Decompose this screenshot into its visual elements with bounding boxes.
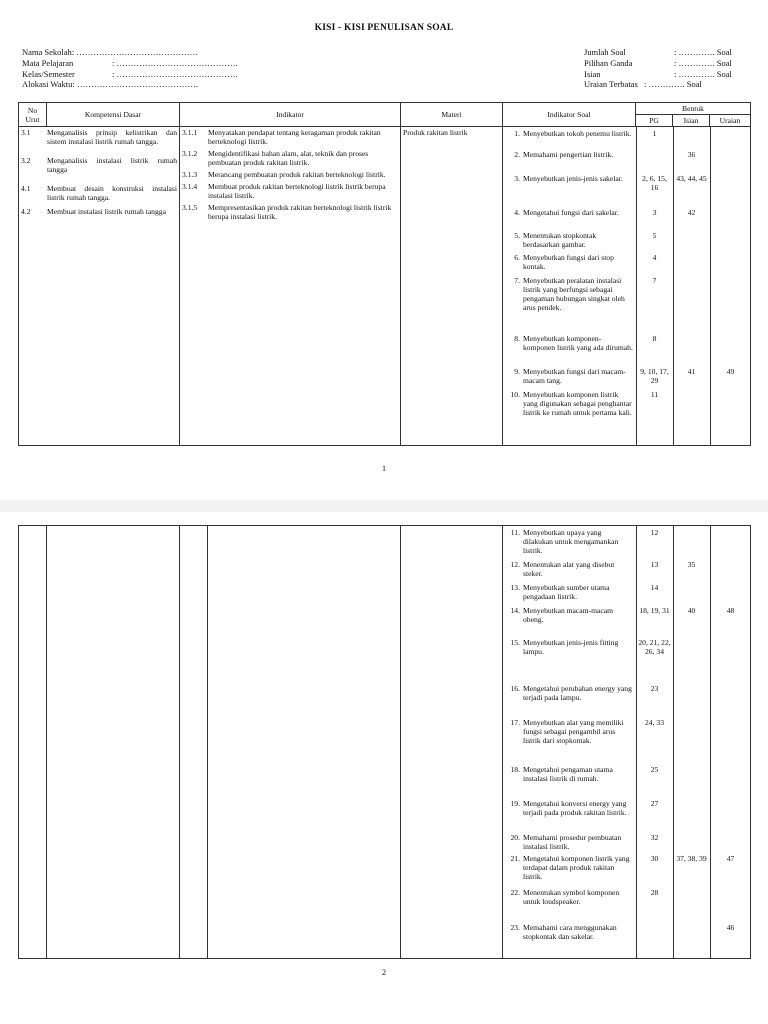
empty-materi-cell (401, 526, 503, 959)
bentuk-pg-value: 7 (652, 276, 657, 285)
page-number-2: 2 (381, 967, 387, 977)
header-isian: Isian (673, 115, 710, 127)
header-pg: PG (636, 115, 673, 127)
document-title: KISI - KISI PENULISAN SOAL (314, 23, 454, 33)
indikator-item: 3.1.1 Menyatakan pendapat tentang keragaman produk rakitan berteknologi listrik. (182, 128, 381, 146)
indikator-soal-list-2 (503, 526, 750, 958)
bentuk-isian-value: 35 (687, 560, 696, 569)
kompetensi-cell (19, 127, 180, 446)
kisi-table-page-1 (18, 102, 751, 446)
bentuk-uraian-value: 47 (726, 854, 735, 863)
header-uraian: Uraian (710, 115, 751, 127)
meta-time: Alokasi Waktu : ……………………………………. (22, 79, 199, 90)
kompetensi-item: 4.2 Membuat instalasi listrik rumah tangga (21, 207, 166, 216)
bentuk-isian-value: 37, 38, 39 (676, 854, 707, 863)
page-number-1: 1 (381, 463, 387, 473)
bentuk-pg-value: 8 (652, 334, 657, 343)
empty-indikator-no-cell (180, 526, 208, 959)
bentuk-pg-value: 3 (652, 208, 657, 217)
indikator-soal-item: 2. Memahami pengertian listrik. (514, 150, 614, 159)
bentuk-uraian-value: 48 (726, 606, 735, 615)
indikator-item: 3.1.3 Merancang pembuatan produk rakitan berteknologi listrik. (182, 170, 386, 179)
indikator-soal-item: 12. Menentukan alat yang disebut steker. (510, 560, 615, 578)
indikator-soal-item: 18. Mengetahui pengaman utama instalasi listrik di rumah. (510, 765, 613, 783)
kompetensi-item: 3.2 Menganalisis instalasi listrik rumah tangga (21, 156, 177, 174)
bentuk-pg-value: 13 (650, 560, 659, 569)
indikator-soal-item: 23. Memahami cara menggunakan stopkontak dan sakelar. (510, 923, 617, 941)
bentuk-isian-value: 42 (687, 208, 696, 217)
bentuk-pg-value: 14 (650, 583, 659, 592)
bentuk-uraian-value: 46 (726, 923, 735, 932)
bentuk-pg-value: 25 (650, 765, 659, 774)
indikator-soal-item: 1. Menyebutkan tokoh penemu listrik. (514, 129, 632, 138)
header-indikator: Indikator (180, 103, 401, 127)
bentuk-isian-value: 41 (687, 367, 696, 376)
bentuk-pg-value: 11 (650, 390, 659, 399)
indikator-soal-list (503, 127, 750, 445)
meta-pg: Pilihan Ganda : …………. Soal (584, 57, 732, 68)
empty-kompetensi-cell (47, 526, 180, 959)
indikator-soal-item: 7. Menyebutkan peralatan instalasi listrik yang berfungsi sebagai pengaman hubungan singkat oleh arus pendek. (514, 276, 625, 312)
indikator-soal-item: 4. Mengetahui fungsi dari sakelar. (514, 208, 619, 217)
kompetensi-item: 4.1 Membuat desain konstruksi instalasi listrik rumah tangga. (21, 184, 177, 202)
bentuk-divider (636, 127, 637, 445)
bentuk-divider (710, 526, 711, 958)
materi-cell: Produk rakitan listrik (401, 127, 503, 446)
bentuk-pg-value: 18, 19, 31 (639, 606, 670, 615)
header-no: No Urut (19, 103, 47, 127)
bentuk-divider (710, 127, 711, 445)
indikator-soal-item: 3. Menyebutkan jenis-jenis sakelar. (514, 174, 623, 183)
header-kompetensi: Kompetensi Dasar (47, 103, 180, 127)
indikator-soal-item: 9. Menyebutkan fungsi dari macam-macam tang. (514, 367, 626, 385)
indikator-soal-item: 14. Menyebutkan macam-macam obeng. (510, 606, 614, 624)
bentuk-pg-value: 9, 10, 17, 29 (640, 367, 669, 385)
page-2 (0, 512, 768, 1024)
empty-no-cell (19, 526, 47, 959)
bentuk-divider (636, 526, 637, 958)
indikator-soal-item: 5. Menentukan stopkontak berdasarkan gambar. (514, 231, 597, 249)
indikator-soal-item: 11. Menyebutkan upaya yang dilakukan untuk mengamankan listrik. (510, 528, 619, 555)
bentuk-pg-value: 5 (652, 231, 657, 240)
indikator-soal-cell-2 (503, 526, 751, 959)
bentuk-pg-value: 24, 33 (645, 718, 664, 727)
bentuk-uraian-value: 49 (726, 367, 735, 376)
indikator-soal-item: 19. Mengetahui konversi energy yang terjadi pada produk rakitan listrik. (510, 799, 627, 817)
indikator-soal-item: 20. Memahami prosedur pembuatan instalasi listrik. (510, 833, 622, 851)
meta-isian: Isian : …………. Soal (584, 68, 732, 79)
bentuk-isian-value: 36 (687, 150, 696, 159)
indikator-soal-cell (503, 127, 751, 446)
bentuk-pg-value: 2, 6, 15, 16 (642, 174, 667, 192)
bentuk-pg-value: 32 (650, 833, 659, 842)
meta-total: Jumlah Soal : …………. Soal (584, 47, 732, 57)
indikator-soal-item: 6. Menyebutkan fungsi dari stop kontak. (514, 253, 614, 271)
indikator-soal-item: 13. Menyebutkan sumber utama pengadaan listrik. (510, 583, 610, 601)
bentuk-isian-value: 43, 44, 45 (676, 174, 707, 183)
indikator-soal-item: 16. Mengetahui perubahan energy yang terjadi pada lampu. (510, 684, 632, 702)
indikator-soal-item: 22. Menentukan symbol komponen untuk loudspeaker. (510, 888, 620, 906)
page-1 (0, 0, 768, 500)
meta-left (22, 47, 238, 90)
indikator-cell (180, 127, 401, 446)
bentuk-pg-value: 4 (652, 253, 657, 262)
bentuk-divider (673, 127, 674, 445)
meta-class: Kelas/Semester : ……………………………………. (22, 68, 238, 79)
indikator-soal-item: 21. Mengetahui komponen listrik yang terdapat dalam produk rakitan listrik. (510, 854, 630, 881)
page-separator (0, 500, 768, 512)
meta-school: Nama Sekolah : ……………………………………. (22, 47, 198, 57)
bentuk-divider (673, 526, 674, 958)
indikator-soal-item: 8. Menyebutkan komponen-komponen listrik yang ada dirumah. (514, 334, 633, 352)
bentuk-pg-value: 20, 21, 22, 26, 34 (638, 638, 671, 656)
bentuk-pg-value: 1 (652, 129, 657, 138)
meta-right (584, 47, 732, 90)
bentuk-isian-value: 40 (687, 606, 696, 615)
header-indikator-soal: Indikator Soal (503, 103, 636, 127)
indikator-item: 3.1.4 Membuat produk rakitan berteknologi listrik listrik berupa instalasi listrik. (182, 182, 386, 200)
indikator-soal-item: 10. Menyebutkan komponen listrik yang digunakan sebagai penghantar listrik ke rumah untuk pertama kali. (510, 390, 632, 417)
indikator-item: 3.1.2 Mengidentifikasi bahan alam, alat, teknik dan proses pembuatan produk rakitan listrik. (182, 149, 369, 167)
kisi-table-page-2 (18, 525, 751, 959)
bentuk-pg-value: 28 (650, 888, 659, 897)
bentuk-pg-value: 30 (650, 854, 659, 863)
header-materi: Materi (401, 103, 503, 127)
bentuk-pg-value: 12 (650, 528, 659, 537)
indikator-item: 3.1.5 Mempresentasikan produk rakitan berteknologi listrik listrik berupa instalasi listrik. (182, 203, 392, 221)
indikator-soal-item: 15. Menyebutkan jenis-jenis fitting lampu. (510, 638, 619, 656)
bentuk-pg-value: 27 (650, 799, 659, 808)
header-bentuk: Bentuk (636, 103, 751, 115)
indikator-soal-item: 17. Menyebutkan alat yang memiliki fungsi sebagai pengambil arus listrik dari stopkontak. (510, 718, 624, 745)
empty-indikator-cell (208, 526, 401, 959)
meta-subject: Mata Pelajaran : ……………………………………. (22, 57, 238, 68)
meta-uraian: Uraian Terbatas : …………. Soal (584, 79, 702, 90)
bentuk-pg-value: 23 (650, 684, 659, 693)
kompetensi-item: 3.1 Menganalisis prinsip kelistrikan dan sistem instalasi listrik rumah tangga. (21, 128, 177, 146)
